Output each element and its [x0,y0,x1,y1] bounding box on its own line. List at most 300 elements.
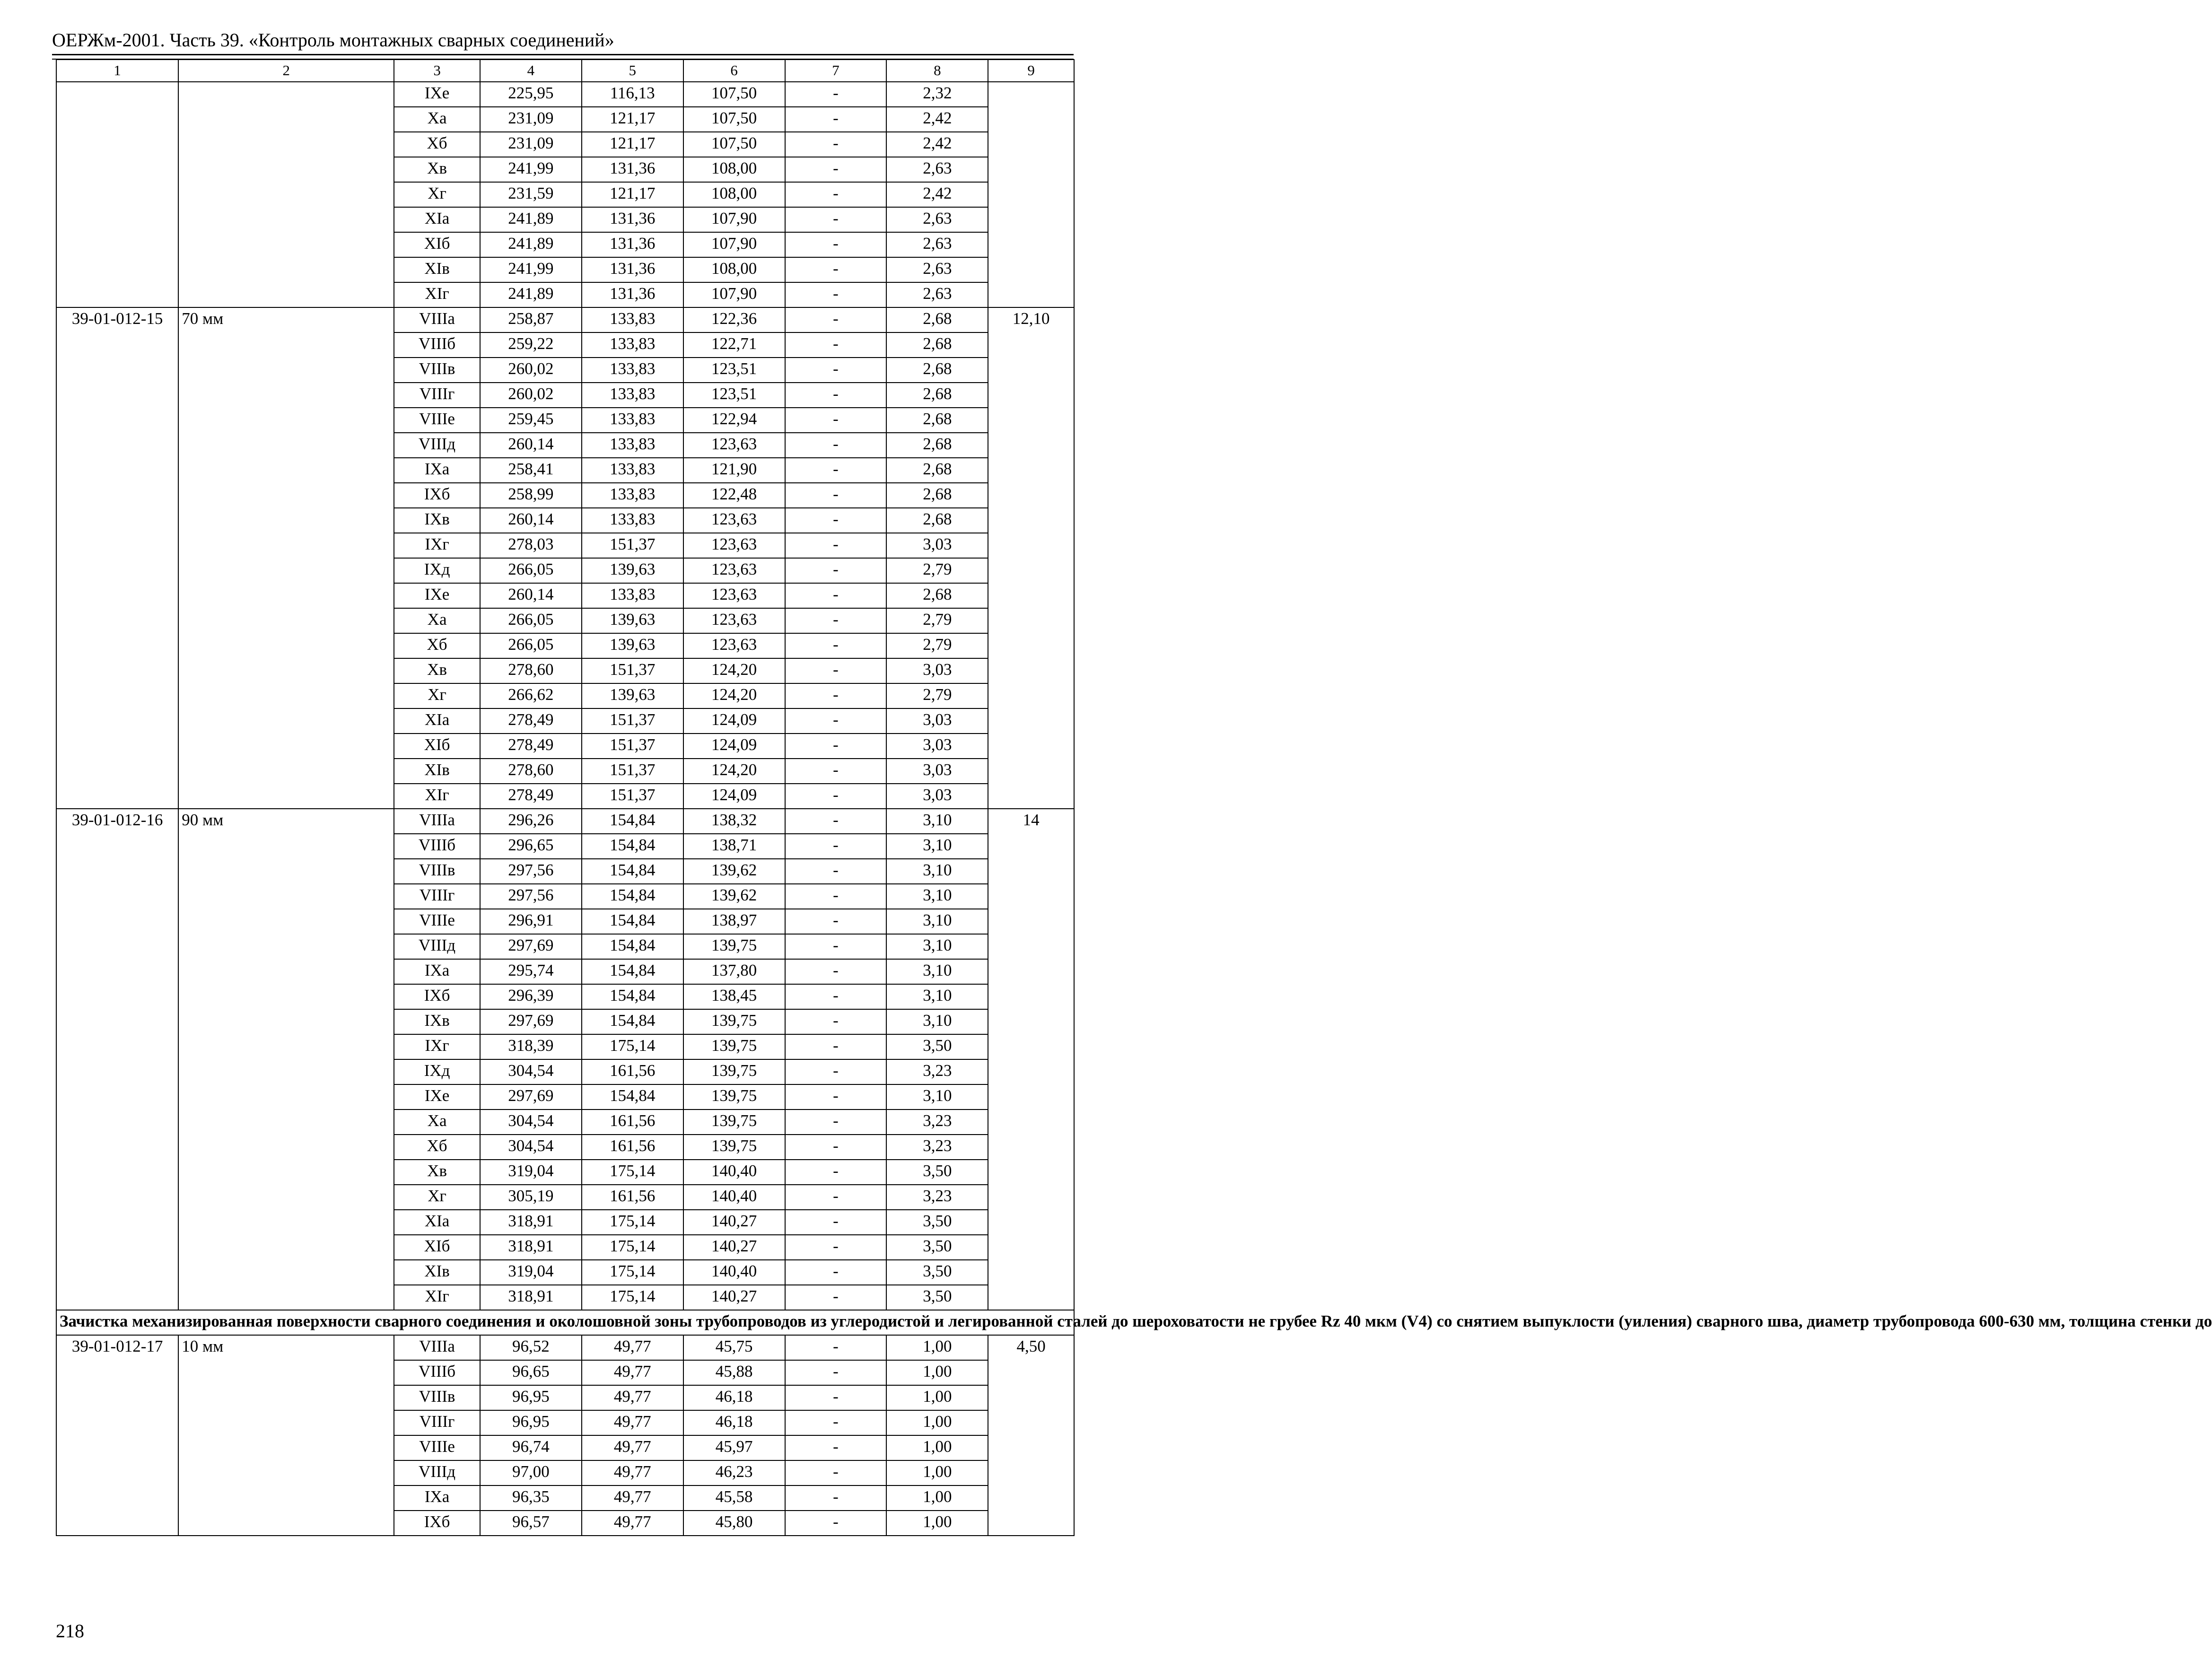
rate-parameter: 70 мм [178,307,394,809]
total-cost: 96,35 [480,1485,582,1511]
total-cost: 278,49 [480,708,582,734]
wages: 133,83 [582,508,683,533]
machine-cost: 107,50 [683,107,785,132]
wages: 175,14 [582,1210,683,1235]
materials-cost: - [785,1160,887,1185]
norm-variant: IXe [394,583,480,608]
total-cost: 258,99 [480,483,582,508]
total-cost: 278,49 [480,734,582,759]
wages: 131,36 [582,207,683,232]
norm-variant: VIIIe [394,1435,480,1460]
materials-cost: - [785,608,887,633]
total-cost: 278,03 [480,533,582,558]
wages: 133,83 [582,358,683,383]
norm-variant: Xб [394,633,480,658]
machine-cost: 139,75 [683,1009,785,1034]
wages: 116,13 [582,82,683,107]
norm-variant: XIa [394,1210,480,1235]
machine-cost: 107,50 [683,82,785,107]
machinists-wages: 3,50 [886,1285,988,1310]
norm-variant: IXб [394,1511,480,1536]
materials-cost: - [785,784,887,809]
total-cost: 96,52 [480,1335,582,1360]
machine-cost: 122,71 [683,332,785,358]
total-cost: 318,91 [480,1210,582,1235]
machinists-wages: 1,00 [886,1435,988,1460]
rate-parameter: 90 мм [178,809,394,1310]
machine-cost: 138,71 [683,834,785,859]
materials-cost: - [785,934,887,959]
machinists-wages: 3,50 [886,1034,988,1059]
wages: 154,84 [582,859,683,884]
materials-cost: - [785,1084,887,1110]
wages: 139,63 [582,608,683,633]
wages: 131,36 [582,232,683,257]
materials-cost: - [785,1034,887,1059]
total-cost: 296,91 [480,909,582,934]
machine-cost: 45,58 [683,1485,785,1511]
machine-cost: 123,63 [683,583,785,608]
norm-variant: Xг [394,683,480,708]
norm-variant: IXд [394,1059,480,1084]
total-cost: 319,04 [480,1260,582,1285]
rate-parameter [178,82,394,307]
total-cost: 304,54 [480,1110,582,1135]
machine-cost: 140,27 [683,1235,785,1260]
wages: 131,36 [582,157,683,182]
materials-cost: - [785,1435,887,1460]
rate-code: 39-01-012-15 [56,307,178,809]
machinists-wages: 3,23 [886,1185,988,1210]
total-cost: 297,69 [480,1084,582,1110]
wages: 175,14 [582,1160,683,1185]
materials-cost: - [785,383,887,408]
machinists-wages: 3,10 [886,884,988,909]
wages: 154,84 [582,834,683,859]
norm-variant: Xв [394,157,480,182]
machine-cost: 123,63 [683,558,785,583]
machine-cost: 122,48 [683,483,785,508]
norm-variant: VIIIг [394,1410,480,1435]
norm-variant: VIIIв [394,358,480,383]
machinists-wages: 1,00 [886,1360,988,1385]
norm-variant: VIIIв [394,859,480,884]
total-cost: 97,00 [480,1460,582,1485]
machinists-wages: 3,03 [886,708,988,734]
wages: 151,37 [582,784,683,809]
machine-cost: 108,00 [683,257,785,282]
wages: 175,14 [582,1285,683,1310]
machinists-wages: 2,68 [886,483,988,508]
machinists-wages: 1,00 [886,1460,988,1485]
machine-cost: 138,45 [683,984,785,1009]
machinists-wages: 2,68 [886,383,988,408]
rate-code: 39-01-012-17 [56,1335,178,1536]
wages: 161,56 [582,1135,683,1160]
machine-cost: 123,63 [683,633,785,658]
norm-variant: IXa [394,458,480,483]
wages: 133,83 [582,458,683,483]
materials-cost: - [785,1511,887,1536]
norm-variant: VIIIб [394,834,480,859]
total-cost: 266,05 [480,608,582,633]
wages: 49,77 [582,1511,683,1536]
materials-cost: - [785,282,887,307]
total-cost: 96,95 [480,1385,582,1410]
machine-cost: 139,75 [683,1034,785,1059]
column-number: 5 [582,60,683,82]
total-cost: 297,69 [480,1009,582,1034]
wages: 133,83 [582,332,683,358]
materials-cost: - [785,483,887,508]
total-cost: 318,91 [480,1235,582,1260]
norm-variant: VIIIб [394,332,480,358]
machinists-wages: 1,00 [886,1511,988,1536]
machine-cost: 122,36 [683,307,785,332]
wages: 154,84 [582,1009,683,1034]
total-cost: 96,65 [480,1360,582,1385]
total-cost: 241,89 [480,232,582,257]
rate-code: 39-01-012-16 [56,809,178,1310]
machinists-wages: 3,03 [886,784,988,809]
total-cost: 318,91 [480,1285,582,1310]
machine-cost: 123,51 [683,358,785,383]
total-cost: 258,41 [480,458,582,483]
norm-variant: XIг [394,1285,480,1310]
table-body [56,60,2212,1536]
machinists-wages: 2,68 [886,307,988,332]
materials-cost: - [785,708,887,734]
materials-cost: - [785,1235,887,1260]
total-cost: 278,49 [480,784,582,809]
norm-variant: Xб [394,132,480,157]
norm-variant: IXe [394,82,480,107]
machine-cost: 123,51 [683,383,785,408]
labor-cost: 14 [988,809,1074,1310]
materials-cost: - [785,207,887,232]
materials-cost: - [785,583,887,608]
wages: 49,77 [582,1435,683,1460]
materials-cost: - [785,1185,887,1210]
machinists-wages: 2,68 [886,358,988,383]
machine-cost: 124,09 [683,708,785,734]
column-number: 2 [178,60,394,82]
wages: 133,83 [582,383,683,408]
machine-cost: 122,94 [683,408,785,433]
machine-cost: 140,40 [683,1260,785,1285]
wages: 133,83 [582,433,683,458]
column-number-row [56,60,1074,82]
wages: 161,56 [582,1185,683,1210]
norm-variant: VIIIe [394,408,480,433]
norm-variant: VIIIг [394,383,480,408]
materials-cost: - [785,683,887,708]
norm-variant: VIIIв [394,1385,480,1410]
materials-cost: - [785,1335,887,1360]
norm-variant: Xб [394,1135,480,1160]
wages: 133,83 [582,483,683,508]
wages: 161,56 [582,1110,683,1135]
materials-cost: - [785,508,887,533]
machinists-wages: 2,63 [886,282,988,307]
norm-variant: VIIIe [394,909,480,934]
total-cost: 266,05 [480,633,582,658]
section-title: Зачистка механизированная поверхности сварного соединения и околошовной зоны трубопроводов из углеродистой и легированной сталей до шероховатости не грубее Rz 40 мкм (V4) со снятием выпуклости (уиления) сварного шва, диаметр трубопровода 600-630 мм, толщина стенки до [56,1310,1074,1335]
wages: 154,84 [582,909,683,934]
norm-variant: VIIIг [394,884,480,909]
machine-cost: 107,50 [683,132,785,157]
machinists-wages: 2,63 [886,157,988,182]
materials-cost: - [785,1285,887,1310]
machinists-wages: 2,68 [886,408,988,433]
wages: 133,83 [582,307,683,332]
machinists-wages: 2,32 [886,82,988,107]
machinists-wages: 2,68 [886,458,988,483]
total-cost: 225,95 [480,82,582,107]
machinists-wages: 3,10 [886,859,988,884]
column-number: 1 [56,60,178,82]
total-cost: 296,26 [480,809,582,834]
machinists-wages: 1,00 [886,1410,988,1435]
materials-cost: - [785,734,887,759]
column-number: 7 [785,60,887,82]
total-cost: 266,62 [480,683,582,708]
norm-variant: Xв [394,658,480,683]
materials-cost: - [785,658,887,683]
wages: 161,56 [582,1059,683,1084]
total-cost: 241,89 [480,207,582,232]
norm-variant: XIб [394,232,480,257]
page-header [52,28,1074,55]
machinists-wages: 2,42 [886,132,988,157]
machinists-wages: 3,10 [886,984,988,1009]
column-number: 3 [394,60,480,82]
table-row [56,82,1074,107]
materials-cost: - [785,909,887,934]
materials-cost: - [785,1135,887,1160]
machinists-wages: 2,79 [886,608,988,633]
total-cost: 259,22 [480,332,582,358]
machinists-wages: 2,79 [886,633,988,658]
machinists-wages: 3,50 [886,1210,988,1235]
total-cost: 296,65 [480,834,582,859]
machinists-wages: 3,10 [886,809,988,834]
machinists-wages: 3,23 [886,1110,988,1135]
norm-variant: VIIIд [394,1460,480,1485]
machine-cost: 121,90 [683,458,785,483]
total-cost: 231,09 [480,107,582,132]
machine-cost: 46,18 [683,1385,785,1410]
total-cost: 259,45 [480,408,582,433]
norm-variant: Xг [394,1185,480,1210]
materials-cost: - [785,1385,887,1410]
norm-variant: VIIIa [394,307,480,332]
machine-cost: 123,63 [683,508,785,533]
machine-cost: 45,97 [683,1435,785,1460]
machine-cost: 123,63 [683,433,785,458]
machinists-wages: 3,10 [886,959,988,984]
wages: 49,77 [582,1485,683,1511]
machinists-wages: 2,63 [886,207,988,232]
total-cost: 297,56 [480,884,582,909]
total-cost: 305,19 [480,1185,582,1210]
norm-variant: VIIIa [394,1335,480,1360]
machinists-wages: 3,10 [886,1084,988,1110]
machine-cost: 107,90 [683,207,785,232]
materials-cost: - [785,182,887,207]
total-cost: 295,74 [480,959,582,984]
total-cost: 278,60 [480,658,582,683]
total-cost: 260,14 [480,583,582,608]
machinists-wages: 3,03 [886,533,988,558]
machinists-wages: 2,63 [886,257,988,282]
machine-cost: 139,75 [683,1135,785,1160]
wages: 133,83 [582,583,683,608]
wages: 175,14 [582,1260,683,1285]
materials-cost: - [785,257,887,282]
machine-cost: 107,90 [683,282,785,307]
materials-cost: - [785,1260,887,1285]
wages: 175,14 [582,1235,683,1260]
machinists-wages: 2,63 [886,232,988,257]
wages: 121,17 [582,182,683,207]
norm-variant: IXг [394,1034,480,1059]
materials-cost: - [785,1410,887,1435]
machinists-wages: 2,42 [886,107,988,132]
table-row [56,809,1074,834]
norm-variant: XIб [394,1235,480,1260]
machinists-wages: 1,00 [886,1335,988,1360]
materials-cost: - [785,1009,887,1034]
column-number: 4 [480,60,582,82]
norm-variant: IXe [394,1084,480,1110]
machinists-wages: 2,68 [886,583,988,608]
machinists-wages: 2,79 [886,683,988,708]
column-number: 8 [886,60,988,82]
machine-cost: 140,40 [683,1160,785,1185]
rate-code [56,82,178,307]
materials-cost: - [785,157,887,182]
wages: 154,84 [582,959,683,984]
machinists-wages: 2,79 [886,558,988,583]
machine-cost: 45,75 [683,1335,785,1360]
machine-cost: 46,18 [683,1410,785,1435]
machine-cost: 45,88 [683,1360,785,1385]
norm-variant: XIг [394,282,480,307]
norm-variant: Xa [394,1110,480,1135]
total-cost: 260,02 [480,383,582,408]
norm-variant: VIIIa [394,809,480,834]
machine-cost: 124,20 [683,658,785,683]
wages: 133,83 [582,408,683,433]
materials-cost: - [785,232,887,257]
materials-cost: - [785,307,887,332]
norm-variant: XIa [394,207,480,232]
total-cost: 319,04 [480,1160,582,1185]
norm-variant: Xa [394,107,480,132]
wages: 49,77 [582,1385,683,1410]
norm-variant: VIIIд [394,433,480,458]
wages: 151,37 [582,658,683,683]
machinists-wages: 3,23 [886,1059,988,1084]
total-cost: 96,95 [480,1410,582,1435]
materials-cost: - [785,458,887,483]
wages: 49,77 [582,1410,683,1435]
rates-table [56,59,2212,1536]
total-cost: 304,54 [480,1059,582,1084]
materials-cost: - [785,959,887,984]
total-cost: 296,39 [480,984,582,1009]
machine-cost: 45,80 [683,1511,785,1536]
norm-variant: IXa [394,959,480,984]
wages: 121,17 [582,107,683,132]
machinists-wages: 3,23 [886,1135,988,1160]
materials-cost: - [785,884,887,909]
machinists-wages: 3,03 [886,734,988,759]
materials-cost: - [785,107,887,132]
norm-variant: IXв [394,508,480,533]
machine-cost: 138,32 [683,809,785,834]
wages: 49,77 [582,1460,683,1485]
machine-cost: 140,27 [683,1285,785,1310]
norm-variant: XIг [394,784,480,809]
machine-cost: 139,75 [683,1084,785,1110]
wages: 151,37 [582,533,683,558]
column-number: 6 [683,60,785,82]
materials-cost: - [785,759,887,784]
labor-cost: 4,50 [988,1335,1074,1536]
norm-variant: XIб [394,734,480,759]
machinists-wages: 2,68 [886,433,988,458]
total-cost: 266,05 [480,558,582,583]
materials-cost: - [785,558,887,583]
norm-variant: IXб [394,984,480,1009]
materials-cost: - [785,433,887,458]
machine-cost: 108,00 [683,182,785,207]
total-cost: 297,69 [480,934,582,959]
wages: 131,36 [582,257,683,282]
norm-variant: IXa [394,1485,480,1511]
machine-cost: 138,97 [683,909,785,934]
machine-cost: 124,09 [683,734,785,759]
materials-cost: - [785,533,887,558]
total-cost: 260,02 [480,358,582,383]
norm-variant: IXг [394,533,480,558]
wages: 139,63 [582,558,683,583]
wages: 154,84 [582,884,683,909]
machine-cost: 124,20 [683,759,785,784]
machine-cost: 124,09 [683,784,785,809]
materials-cost: - [785,82,887,107]
labor-cost [988,82,1074,307]
machine-cost: 124,20 [683,683,785,708]
norm-variant: IXд [394,558,480,583]
materials-cost: - [785,984,887,1009]
wages: 151,37 [582,759,683,784]
norm-variant: VIIIб [394,1360,480,1385]
wages: 139,63 [582,633,683,658]
wages: 154,84 [582,934,683,959]
materials-cost: - [785,1059,887,1084]
machinists-wages: 1,00 [886,1485,988,1511]
total-cost: 258,87 [480,307,582,332]
labor-cost: 12,10 [988,307,1074,809]
wages: 131,36 [582,282,683,307]
total-cost: 231,09 [480,132,582,157]
total-cost: 260,14 [480,508,582,533]
total-cost: 241,89 [480,282,582,307]
total-cost: 304,54 [480,1135,582,1160]
